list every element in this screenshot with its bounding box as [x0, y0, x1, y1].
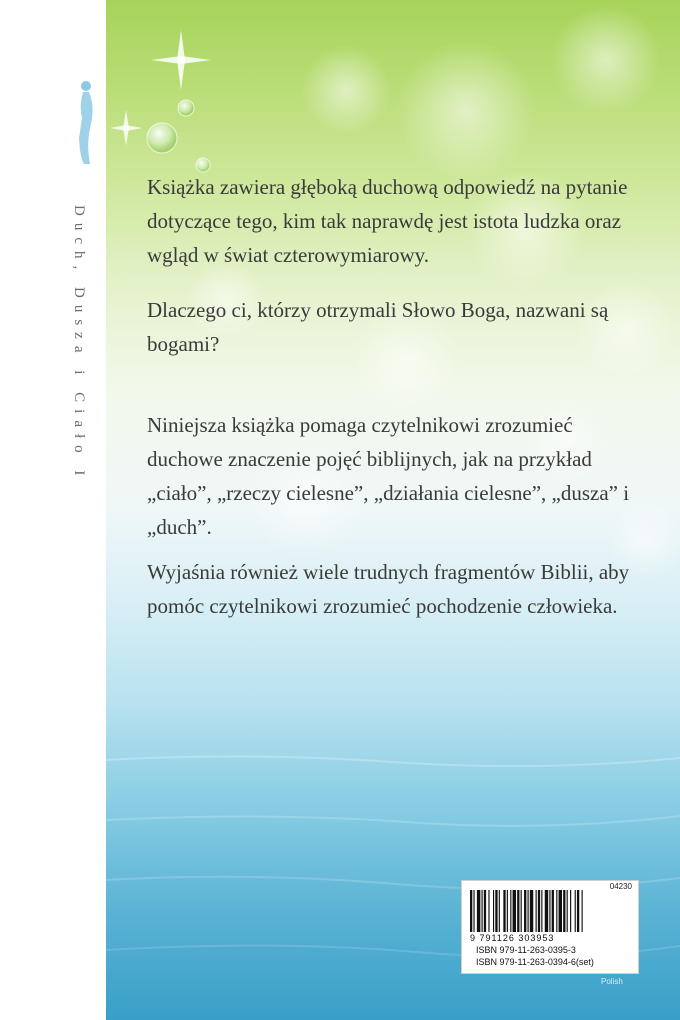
book-spine	[0, 0, 106, 1020]
spine-figure-icon	[74, 78, 96, 166]
barcode-digits: 9 791126 303953	[470, 933, 555, 943]
barcode-icon	[468, 890, 632, 932]
spine-title: Duch, Dusza i Ciało I	[71, 205, 87, 483]
price-code: 04230	[609, 882, 632, 891]
description-paragraph-3: Niniejsza książka pomaga czytelnikowi zrozumieć duchowe znaczenie pojęć biblijnych, jak na przykład „ciało”, „rzeczy cielesne”, „działania cielesne”, „dusza” i „duch”.	[147, 413, 630, 539]
isbn-set-number: ISBN 979-11-263-0394-6(set)	[476, 957, 594, 967]
isbn-number: ISBN 979-11-263-0395-3	[476, 945, 576, 955]
barcode-panel	[461, 880, 639, 974]
water-drop-icon	[147, 100, 210, 172]
description-paragraph-1: Książka zawiera głęboką duchową odpowiedź na pytanie dotyczące tego, kim tak naprawdę jest istota ludzka oraz wgląd w świat czterowymiarowy.	[147, 175, 628, 267]
back-cover	[106, 0, 680, 1020]
language-label: Polish	[601, 977, 623, 986]
description-paragraph-2: Dlaczego ci, którzy otrzymali Słowo Boga, nazwani są bogami?	[147, 298, 609, 356]
description-paragraph-4: Wyjaśnia również wiele trudnych fragmentów Biblii, aby pomóc czytelnikowi zrozumieć pochodzenie człowieka.	[147, 560, 630, 618]
